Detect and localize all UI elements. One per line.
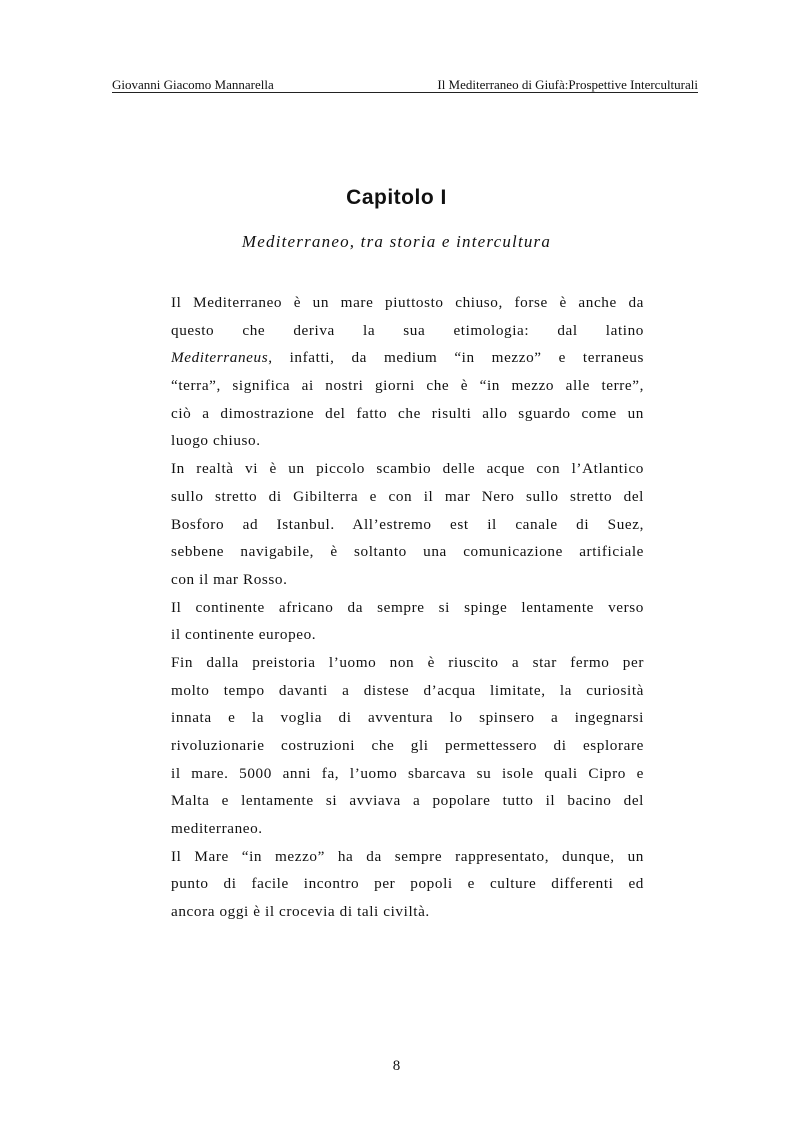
line-text: il mare. 5000 anni fa, l’uomo sbarcava su isole quali Cipro e [171,764,644,782]
line-text: Il continente africano da sempre si spinge lentamente verso [171,598,644,616]
text-line [171,538,644,566]
text-line [171,594,644,622]
chapter-title: Capitolo I [346,186,447,209]
text-line [171,344,644,372]
text-line [171,677,644,705]
line-text: Il Mare “in mezzo” ha da sempre rappresentato, dunque, un [171,847,644,865]
line-text: molto tempo davanti a distese d’acqua limitate, la curiosità [171,681,644,699]
header-book-title: Il Mediterraneo di Giufà:Prospettive Interculturali [437,77,698,92]
text-line [171,760,644,788]
text-line [171,511,644,539]
text-line [171,427,644,455]
text-line [171,566,644,594]
line-text: questo che deriva la sua etimologia: dal latino [171,321,644,339]
text-line [171,455,644,483]
line-text: sullo stretto di Gibilterra e con il mar Nero sullo stretto del [171,487,644,505]
line-text: innata e la voglia di avventura lo spinsero a ingegnarsi [171,709,644,727]
line-text: mediterraneo. [171,820,263,838]
line-text: Fin dalla preistoria l’uomo non è riuscito a star fermo per [171,653,644,671]
chapter-subtitle: Mediterraneo, tra storia e intercultura [241,232,552,251]
running-header [112,78,698,93]
text-line [171,898,644,926]
line-text: il continente europeo. [171,626,317,644]
text-line [171,372,644,400]
header-author: Giovanni Giacomo Mannarella [112,77,274,92]
body-text [171,289,644,926]
text-line [171,870,644,898]
line-text: sebbene navigabile, è soltanto una comunicazione artificiale [171,543,644,561]
line-text: punto di facile incontro per popoli e culture differenti ed [171,875,644,893]
text-line [171,787,644,815]
text-line [171,649,644,677]
line-text: luogo chiuso. [171,432,261,450]
line-text: ancora oggi è il crocevia di tali civiltà. [171,903,430,921]
text-line [171,815,644,843]
line-text: , infatti, da medium “in mezzo” e terraneus [268,349,644,367]
text-line [171,483,644,511]
line-text: Bosforo ad Istanbul. All’estremo est il canale di Suez, [171,515,644,533]
line-text: In realtà vi è un piccolo scambio delle acque con l’Atlantico [171,460,644,478]
text-line [171,621,644,649]
text-line [171,732,644,760]
text-line [171,400,644,428]
line-text: con il mar Rosso. [171,570,288,588]
italic-term: Mediterraneus [171,349,269,367]
line-text: “terra”, significa ai nostri giorni che è “in mezzo alle terre”, [171,377,644,395]
text-line [171,317,644,345]
page-number: 8 [392,1058,401,1074]
line-text: rivoluzionarie costruzioni che gli permettessero di esplorare [171,737,644,754]
line-text: ciò a dimostrazione del fatto che risulti allo sguardo come un [171,404,644,422]
text-line [171,704,644,732]
line-text: Malta e lentamente si avviava a popolare tutto il bacino del [171,792,644,810]
text-line [171,289,644,317]
text-line [171,843,644,871]
line-text: Il Mediterraneo è un mare piuttosto chiuso, forse è anche da [171,294,644,311]
